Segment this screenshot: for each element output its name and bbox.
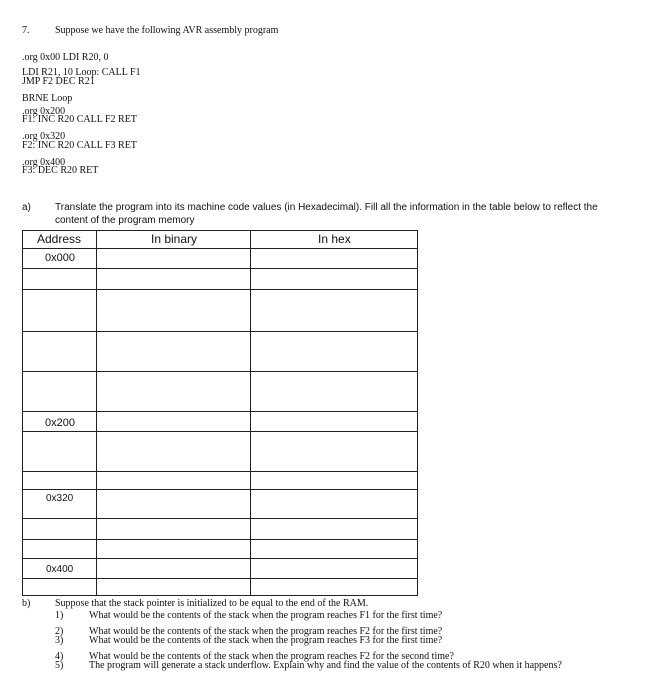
question-number: 7. <box>22 25 30 36</box>
row-divider <box>23 289 417 290</box>
address-cell: 0x000 <box>45 252 75 264</box>
row-divider <box>23 268 417 269</box>
header-hex: In hex <box>318 232 351 246</box>
header-address: Address <box>37 232 82 246</box>
row-divider <box>23 489 417 490</box>
address-cell: 0x320 <box>46 493 74 504</box>
row-divider <box>23 371 417 372</box>
program-line: .org 0x00 LDI R20, 0 <box>22 52 109 63</box>
question-item-text: What would be the contents of the stack when the program reaches F1 for the first time? <box>89 610 443 621</box>
part-a-text-line2: content of the program memory <box>55 215 195 226</box>
address-cell: 0x400 <box>46 564 74 575</box>
program-line: .org 0x320 <box>22 131 66 142</box>
row-divider <box>23 558 417 559</box>
program-line: LDI R21, 10 Loop: CALL F1 <box>22 67 141 78</box>
column-divider <box>250 231 251 595</box>
program-line: F1: INC R20 CALL F2 RET <box>22 114 137 125</box>
program-line: BRNE Loop <box>22 93 73 104</box>
program-line: .org 0x200 <box>22 106 66 117</box>
question-item-number: 1) <box>55 610 64 621</box>
row-divider <box>23 578 417 579</box>
question-item-number: 4) <box>55 651 64 662</box>
row-divider <box>23 431 417 432</box>
header-binary: In binary <box>151 232 198 246</box>
part-b-intro: Suppose that the stack pointer is initialized to be equal to the end of the RAM. <box>55 598 369 609</box>
part-b-label: b) <box>22 598 31 609</box>
part-a-text-line1: Translate the program into its machine code values (in Hexadecimal). Fill all the information in the table below to reflect the <box>55 202 598 213</box>
question-item-number: 5) <box>55 660 64 671</box>
question-intro: Suppose we have the following AVR assembly program <box>55 25 279 36</box>
program-line: F2: INC R20 CALL F3 RET <box>22 140 137 151</box>
question-item-text: What would be the contents of the stack when the program reaches F3 for the first time? <box>89 635 443 646</box>
question-item-text: What would be the contents of the stack when the program reaches F2 for the first time? <box>89 626 443 637</box>
column-divider <box>96 231 97 595</box>
row-divider <box>23 331 417 332</box>
question-item-text: The program will generate a stack underflow. Explain why and find the value of the contents of R20 when it happens? <box>89 660 562 671</box>
address-cell: 0x200 <box>45 417 75 429</box>
program-line: .org 0x400 <box>22 157 66 168</box>
row-divider <box>23 411 417 412</box>
part-a-label: a) <box>22 202 31 213</box>
question-item-number: 3) <box>55 635 64 646</box>
question-item-number: 2) <box>55 626 64 637</box>
row-divider <box>23 518 417 519</box>
row-divider <box>23 248 417 249</box>
row-divider <box>23 539 417 540</box>
program-line: F3: DEC R20 RET <box>22 165 99 176</box>
question-item-text: What would be the contents of the stack when the program reaches F2 for the second time? <box>89 651 454 662</box>
row-divider <box>23 471 417 472</box>
program-memory-table <box>22 230 418 596</box>
program-line: JMP F2 DEC R21 <box>22 76 95 87</box>
